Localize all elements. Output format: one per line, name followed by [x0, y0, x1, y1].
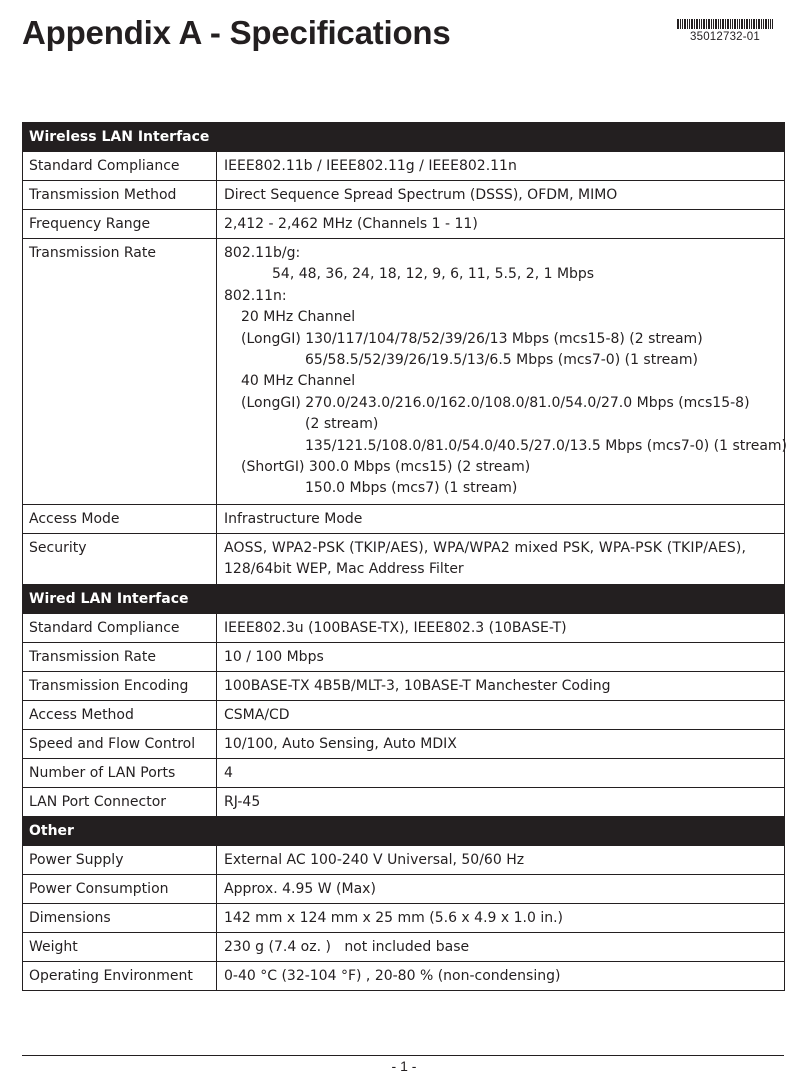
value-line: 150.0 Mbps (mcs7) (1 stream) — [305, 480, 518, 497]
value-line: (LongGI) 270.0/243.0/216.0/162.0/108.0/81.0/54.0/27.0 Mbps (mcs15-8) — [241, 394, 750, 411]
footer-divider — [22, 1055, 784, 1056]
section-header-wireless — [23, 123, 785, 152]
row-label: Standard Compliance — [23, 613, 217, 642]
value-line: 20 MHz Channel — [241, 309, 356, 326]
row-label: Power Supply — [23, 845, 217, 874]
row-value-multiline — [217, 533, 785, 584]
barcode-block — [676, 19, 774, 43]
row-label: Transmission Encoding — [23, 671, 217, 700]
row-label: Weight — [23, 932, 217, 961]
table-row — [23, 642, 785, 671]
value-line: (ShortGI) 300.0 Mbps (mcs15) (2 stream) — [241, 459, 531, 476]
row-label: LAN Port Connector — [23, 787, 217, 816]
row-value-multiline — [217, 239, 788, 505]
table-row — [23, 729, 785, 758]
row-label: Transmission Rate — [23, 642, 217, 671]
row-value: 10/100, Auto Sensing, Auto MDIX — [217, 729, 785, 758]
barcode-icon — [677, 19, 773, 29]
table-row — [23, 758, 785, 787]
table-row — [23, 700, 785, 729]
row-label: Frequency Range — [23, 210, 217, 239]
table-row — [23, 152, 785, 181]
section-header-wired — [23, 584, 785, 613]
value-line: 40 MHz Channel — [241, 373, 356, 390]
row-value: External AC 100-240 V Universal, 50/60 Hz — [217, 845, 785, 874]
row-value: 2,412 - 2,462 MHz (Channels 1 - 11) — [217, 210, 785, 239]
table-row — [23, 210, 785, 239]
value-line: 54, 48, 36, 24, 18, 12, 9, 6, 11, 5.5, 2, 1 Mbps — [272, 266, 595, 283]
row-label: Number of LAN Ports — [23, 758, 217, 787]
row-value: 10 / 100 Mbps — [217, 642, 785, 671]
row-label: Access Mode — [23, 504, 217, 533]
value-line: (2 stream) — [305, 416, 379, 433]
section-header-other — [23, 816, 785, 845]
value-line: 802.11b/g: — [224, 245, 301, 261]
table-row — [23, 533, 785, 584]
row-label: Transmission Method — [23, 181, 217, 210]
table-row — [23, 932, 785, 961]
table-row — [23, 903, 785, 932]
barcode-number: 35012732-01 — [690, 31, 760, 43]
row-value: 0-40 °C (32-104 °F) , 20-80 % (non-condensing) — [217, 961, 785, 990]
value-line: 128/64bit WEP, Mac Address Filter — [224, 561, 464, 578]
row-value: 142 mm x 124 mm x 25 mm (5.6 x 4.9 x 1.0 in.) — [217, 903, 785, 932]
section-title: Wireless LAN Interface — [23, 123, 785, 152]
row-label: Security — [23, 533, 217, 584]
table-row — [23, 671, 785, 700]
row-value: 230 g (7.4 oz. ) not included base — [217, 932, 785, 961]
page-title: Appendix A - Specifications — [22, 14, 451, 51]
section-title: Wired LAN Interface — [23, 584, 785, 613]
table-row — [23, 874, 785, 903]
section-title: Other — [23, 816, 785, 845]
table-row — [23, 504, 785, 533]
value-line: AOSS, WPA2-PSK (TKIP/AES), WPA/WPA2 mixed PSK, WPA-PSK (TKIP/AES), — [224, 539, 747, 556]
row-label: Dimensions — [23, 903, 217, 932]
spec-table — [22, 122, 788, 991]
row-label: Speed and Flow Control — [23, 729, 217, 758]
page-number-container — [0, 1058, 808, 1074]
table-row — [23, 613, 785, 642]
row-label: Transmission Rate — [23, 239, 217, 505]
row-label: Power Consumption — [23, 874, 217, 903]
row-value: 4 — [217, 758, 785, 787]
value-line: 65/58.5/52/39/26/19.5/13/6.5 Mbps (mcs7-0) (1 stream) — [305, 352, 698, 369]
table-row — [23, 181, 785, 210]
row-value: IEEE802.11b / IEEE802.11g / IEEE802.11n — [217, 152, 785, 181]
row-value: IEEE802.3u (100BASE-TX), IEEE802.3 (10BASE-T) — [217, 613, 785, 642]
value-line: 802.11n: — [224, 287, 287, 304]
page-number: - 1 - — [391, 1058, 417, 1074]
table-row — [23, 239, 785, 505]
row-value: Infrastructure Mode — [217, 504, 785, 533]
row-label: Standard Compliance — [23, 152, 217, 181]
value-line: (LongGI) 130/117/104/78/52/39/26/13 Mbps (mcs15-8) (2 stream) — [241, 330, 703, 347]
table-row — [23, 787, 785, 816]
row-label: Operating Environment — [23, 961, 217, 990]
value-line: 135/121.5/108.0/81.0/54.0/40.5/27.0/13.5 Mbps (mcs7-0) (1 stream) — [305, 437, 788, 454]
row-value: RJ-45 — [217, 787, 785, 816]
row-label: Access Method — [23, 700, 217, 729]
table-row — [23, 961, 785, 990]
table-row — [23, 845, 785, 874]
row-value: 100BASE-TX 4B5B/MLT-3, 10BASE-T Manchester Coding — [217, 671, 785, 700]
row-value: Approx. 4.95 W (Max) — [217, 874, 785, 903]
row-value: Direct Sequence Spread Spectrum (DSSS), OFDM, MIMO — [217, 181, 785, 210]
row-value: CSMA/CD — [217, 700, 785, 729]
